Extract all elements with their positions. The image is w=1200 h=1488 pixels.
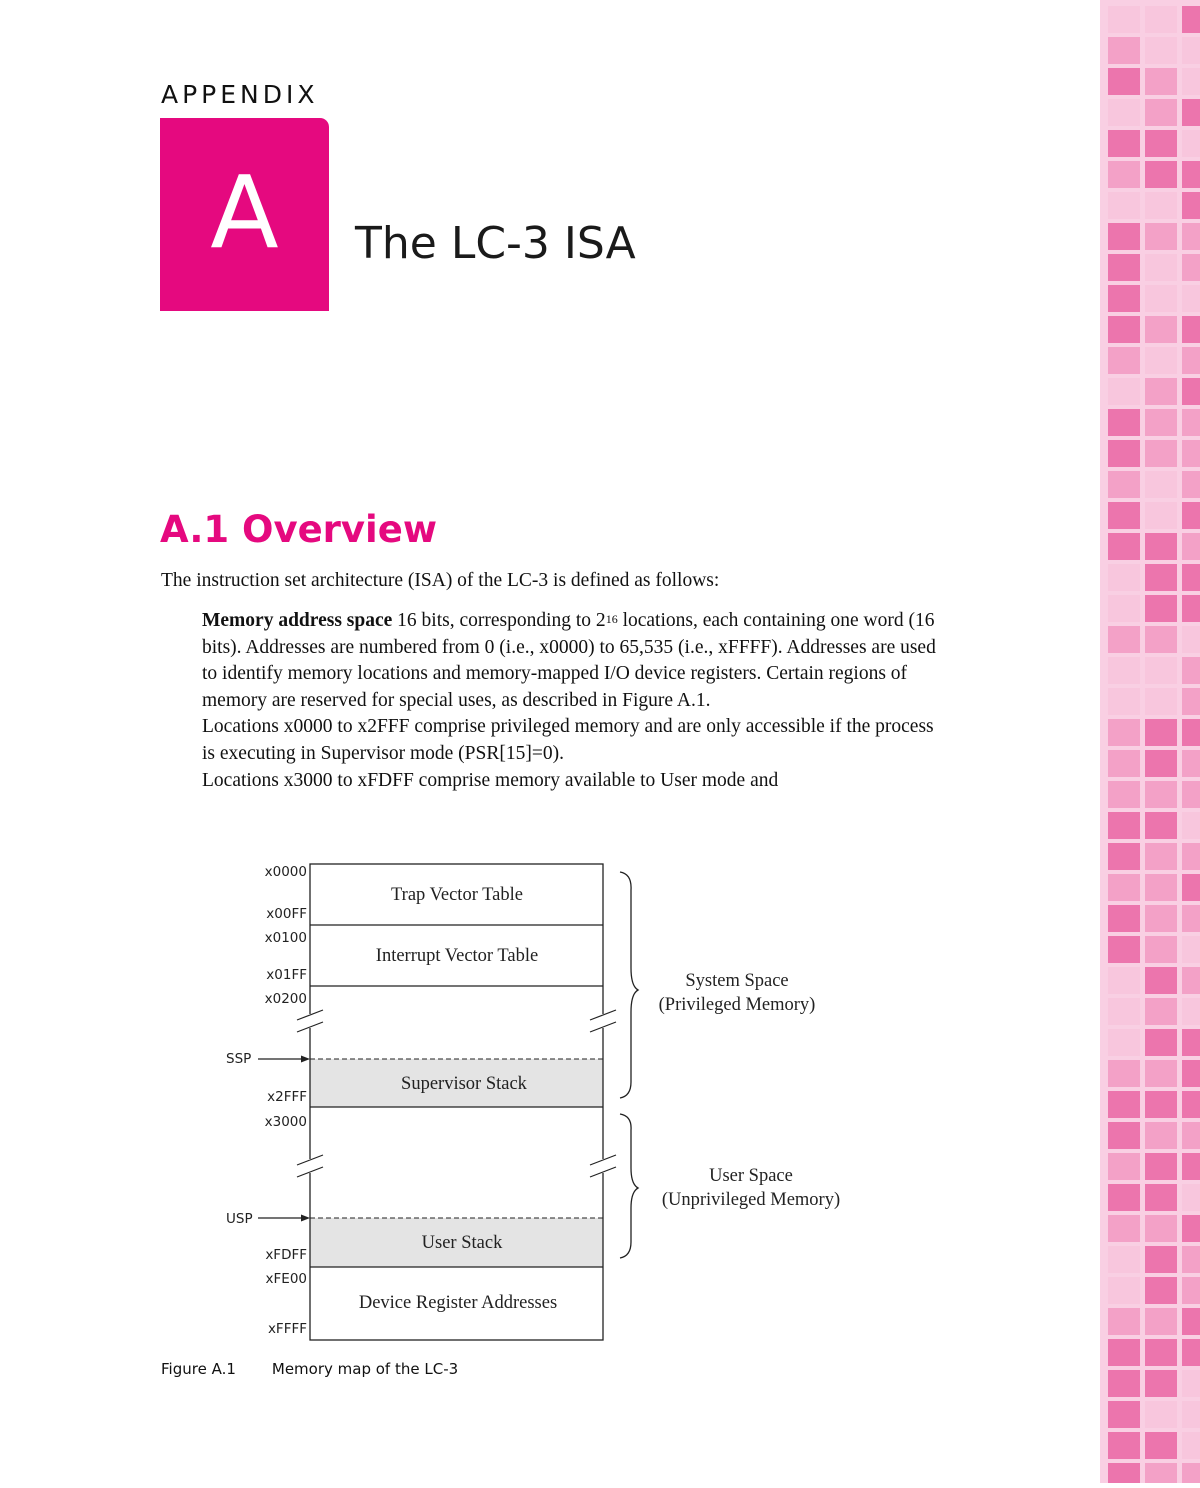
decorative-tile: [1182, 564, 1200, 591]
decorative-tile: [1145, 595, 1177, 622]
decorative-tile: [1108, 874, 1140, 901]
decorative-tile: [1145, 130, 1177, 157]
interrupt-vector-table-label: Interrupt Vector Table: [375, 946, 539, 966]
memory-space-text-b: locations, each containing one word (16 bits). Addresses are numbered from 0 (i.e., x0000) to 65,535 (i.e., xFFFF). Addresses are used to identify memory locations and memory-mapped I/O device registers. Certain regions of memory are reserved for special uses, as described in Figure A.1.: [202, 610, 936, 711]
intro-paragraph: The instruction set architecture (ISA) of the LC-3 is defined as follows:: [161, 570, 720, 591]
decorative-tile: [1145, 533, 1177, 560]
decorative-tile: [1182, 657, 1200, 684]
decorative-tile: [1145, 719, 1177, 746]
decorative-tile: [1145, 812, 1177, 839]
decorative-tile: [1182, 1308, 1200, 1335]
decorative-tile: [1145, 564, 1177, 591]
decorative-tile: [1145, 1060, 1177, 1087]
decorative-tile: [1182, 812, 1200, 839]
decorative-tile: [1145, 626, 1177, 653]
tile-pattern: [1100, 0, 1200, 1483]
decorative-tile: [1182, 719, 1200, 746]
decorative-tile: [1182, 1029, 1200, 1056]
decorative-tile: [1108, 750, 1140, 777]
addr-xfe00: xFE00: [265, 1271, 307, 1287]
decorative-tile: [1108, 99, 1140, 126]
addr-x3000: x3000: [264, 1114, 307, 1130]
addr-xffff: xFFFF: [267, 1321, 307, 1337]
decorative-tile: [1145, 750, 1177, 777]
decorative-tile: [1182, 936, 1200, 963]
decorative-tile: [1108, 719, 1140, 746]
decorative-tile: [1108, 1091, 1140, 1118]
decorative-tile: [1145, 285, 1177, 312]
decorative-tile: [1182, 1370, 1200, 1397]
decorative-tile: [1108, 905, 1140, 932]
decorative-tile: [1108, 1463, 1140, 1483]
decorative-tile: [1182, 347, 1200, 374]
decorative-tile: [1182, 626, 1200, 653]
device-register-label: Device Register Addresses: [358, 1293, 558, 1313]
decorative-tile: [1108, 657, 1140, 684]
addr-xfdff: xFDFF: [265, 1247, 307, 1263]
decorative-tile: [1108, 285, 1140, 312]
decorative-tile: [1145, 657, 1177, 684]
decorative-tile: [1108, 1370, 1140, 1397]
decorative-tile: [1182, 1153, 1200, 1180]
usp-label: USP: [226, 1211, 253, 1227]
decorative-tile: [1182, 1401, 1200, 1428]
supervisor-stack-label: Supervisor Stack: [401, 1074, 527, 1094]
addr-x2fff: x2FFF: [267, 1089, 307, 1105]
decorative-tile: [1145, 998, 1177, 1025]
decorative-tile: [1182, 998, 1200, 1025]
trap-vector-table-label: Trap Vector Table: [391, 885, 523, 905]
decorative-tile: [1108, 1029, 1140, 1056]
decorative-tile: [1145, 905, 1177, 932]
decorative-tile: [1182, 750, 1200, 777]
decorative-tile: [1182, 1091, 1200, 1118]
decorative-tile: [1108, 1246, 1140, 1273]
decorative-tile: [1182, 502, 1200, 529]
chapter-title: The LC-3 ISA: [355, 218, 636, 269]
decorative-tile: [1108, 161, 1140, 188]
decorative-tile: [1108, 1401, 1140, 1428]
decorative-tile: [1108, 533, 1140, 560]
decorative-tile: [1182, 471, 1200, 498]
decorative-tile: [1145, 688, 1177, 715]
decorative-tile: [1145, 1246, 1177, 1273]
decorative-tile: [1108, 998, 1140, 1025]
decorative-tile: [1182, 595, 1200, 622]
addr-x0100: x0100: [264, 930, 307, 946]
decorative-tile: [1145, 1153, 1177, 1180]
decorative-tile: [1145, 1339, 1177, 1366]
decorative-tile-strip: [1100, 0, 1200, 1483]
decorative-tile: [1182, 316, 1200, 343]
decorative-tile: [1108, 688, 1140, 715]
decorative-tile: [1108, 1308, 1140, 1335]
decorative-tile: [1182, 254, 1200, 281]
ssp-label: SSP: [226, 1051, 252, 1067]
decorative-tile: [1145, 99, 1177, 126]
decorative-tile: [1108, 936, 1140, 963]
decorative-tile: [1145, 316, 1177, 343]
decorative-tile: [1145, 1463, 1177, 1483]
decorative-tile: [1182, 130, 1200, 157]
decorative-tile: [1108, 6, 1140, 33]
addr-x0000: x0000: [264, 864, 307, 880]
unprivileged-memory-label: (Unprivileged Memory): [661, 1190, 841, 1210]
decorative-tile: [1108, 564, 1140, 591]
decorative-tile: [1182, 843, 1200, 870]
user-space-brace: [620, 1114, 638, 1258]
decorative-tile: [1182, 781, 1200, 808]
decorative-tile: [1182, 161, 1200, 188]
decorative-tile: [1182, 192, 1200, 219]
decorative-tile: [1145, 223, 1177, 250]
decorative-tile: [1182, 688, 1200, 715]
decorative-tile: [1145, 440, 1177, 467]
decorative-tile: [1182, 68, 1200, 95]
decorative-tile: [1108, 843, 1140, 870]
decorative-tile: [1108, 626, 1140, 653]
figure-caption-text: Memory map of the LC-3: [271, 1360, 459, 1378]
decorative-tile: [1108, 254, 1140, 281]
decorative-tile: [1108, 1432, 1140, 1459]
decorative-tile: [1108, 1339, 1140, 1366]
addr-x01ff: x01FF: [266, 967, 307, 983]
system-space-label: System Space: [685, 971, 789, 991]
user-space-label: User Space: [709, 1166, 793, 1186]
privileged-paragraph: Locations x0000 to x2FFF comprise privileged memory and are only accessible if the process is executing in Supervisor mode (PSR[15]=0).: [202, 716, 934, 764]
decorative-tile: [1182, 1277, 1200, 1304]
decorative-tile: [1108, 1060, 1140, 1087]
decorative-tile: [1182, 6, 1200, 33]
decorative-tile: [1145, 1091, 1177, 1118]
decorative-tile: [1108, 471, 1140, 498]
decorative-tile: [1182, 967, 1200, 994]
decorative-tile: [1145, 1308, 1177, 1335]
decorative-tile: [1182, 1184, 1200, 1211]
decorative-tile: [1145, 1184, 1177, 1211]
decorative-tile: [1108, 130, 1140, 157]
memory-space-text-a: 16 bits, corresponding to 2: [392, 610, 606, 631]
decorative-tile: [1108, 440, 1140, 467]
decorative-tile: [1145, 502, 1177, 529]
decorative-tile: [1108, 812, 1140, 839]
decorative-tile: [1108, 1184, 1140, 1211]
decorative-tile: [1182, 378, 1200, 405]
decorative-tile: [1145, 37, 1177, 64]
decorative-tile: [1182, 409, 1200, 436]
decorative-tile: [1108, 37, 1140, 64]
decorative-tile: [1145, 936, 1177, 963]
decorative-tile: [1145, 1029, 1177, 1056]
addr-x00ff: x00FF: [266, 906, 307, 922]
decorative-tile: [1182, 440, 1200, 467]
decorative-tile: [1182, 1060, 1200, 1087]
decorative-tile: [1108, 192, 1140, 219]
decorative-tile: [1182, 1463, 1200, 1483]
addr-x0200: x0200: [264, 991, 307, 1007]
decorative-tile: [1108, 223, 1140, 250]
chapter-letter: A: [210, 154, 279, 271]
memory-space-paragraph: [202, 608, 942, 714]
privileged-memory-label: (Privileged Memory): [658, 995, 816, 1015]
decorative-tile: [1145, 1401, 1177, 1428]
decorative-tile: [1145, 781, 1177, 808]
decorative-tile: [1145, 1215, 1177, 1242]
system-space-brace: [620, 872, 638, 1098]
user-stack-label: User Stack: [421, 1233, 503, 1253]
decorative-tile: [1108, 595, 1140, 622]
decorative-tile: [1145, 1370, 1177, 1397]
decorative-tile: [1182, 37, 1200, 64]
decorative-tile: [1145, 192, 1177, 219]
user-mode-paragraph: Locations x3000 to xFDFF comprise memory available to User mode and: [202, 769, 779, 791]
memory-exponent: 16: [605, 612, 618, 626]
decorative-tile: [1145, 6, 1177, 33]
decorative-tile: [1108, 1215, 1140, 1242]
decorative-tile: [1145, 68, 1177, 95]
section-heading: A.1 Overview: [160, 508, 437, 551]
decorative-tile: [1145, 378, 1177, 405]
decorative-tile: [1108, 409, 1140, 436]
decorative-tile: [1145, 1277, 1177, 1304]
decorative-tile: [1182, 223, 1200, 250]
decorative-tile: [1145, 409, 1177, 436]
decorative-tile: [1182, 99, 1200, 126]
decorative-tile: [1145, 843, 1177, 870]
decorative-tile: [1182, 1339, 1200, 1366]
decorative-tile: [1182, 1432, 1200, 1459]
decorative-tile: [1108, 781, 1140, 808]
decorative-tile: [1145, 967, 1177, 994]
decorative-tile: [1145, 347, 1177, 374]
decorative-tile: [1108, 967, 1140, 994]
decorative-tile: [1182, 905, 1200, 932]
decorative-tile: [1108, 316, 1140, 343]
decorative-tile: [1108, 378, 1140, 405]
appendix-label: APPENDIX: [161, 80, 319, 109]
body-block: [202, 608, 942, 794]
decorative-tile: [1182, 1122, 1200, 1149]
decorative-tile: [1108, 1277, 1140, 1304]
decorative-tile: [1182, 533, 1200, 560]
decorative-tile: [1182, 285, 1200, 312]
decorative-tile: [1145, 874, 1177, 901]
decorative-tile: [1108, 1122, 1140, 1149]
decorative-tile: [1145, 1432, 1177, 1459]
decorative-tile: [1182, 1215, 1200, 1242]
decorative-tile: [1108, 68, 1140, 95]
decorative-tile: [1145, 161, 1177, 188]
decorative-tile: [1145, 471, 1177, 498]
decorative-tile: [1108, 1153, 1140, 1180]
figure-caption: [161, 1360, 458, 1378]
chapter-badge: [160, 118, 329, 311]
decorative-tile: [1182, 874, 1200, 901]
memory-map-diagram: [210, 850, 890, 1350]
memory-space-term: Memory address space: [202, 610, 393, 631]
figure-label: Figure A.1: [161, 1360, 236, 1378]
decorative-tile: [1182, 1246, 1200, 1273]
decorative-tile: [1145, 1122, 1177, 1149]
decorative-tile: [1145, 254, 1177, 281]
decorative-tile: [1108, 502, 1140, 529]
decorative-tile: [1108, 347, 1140, 374]
